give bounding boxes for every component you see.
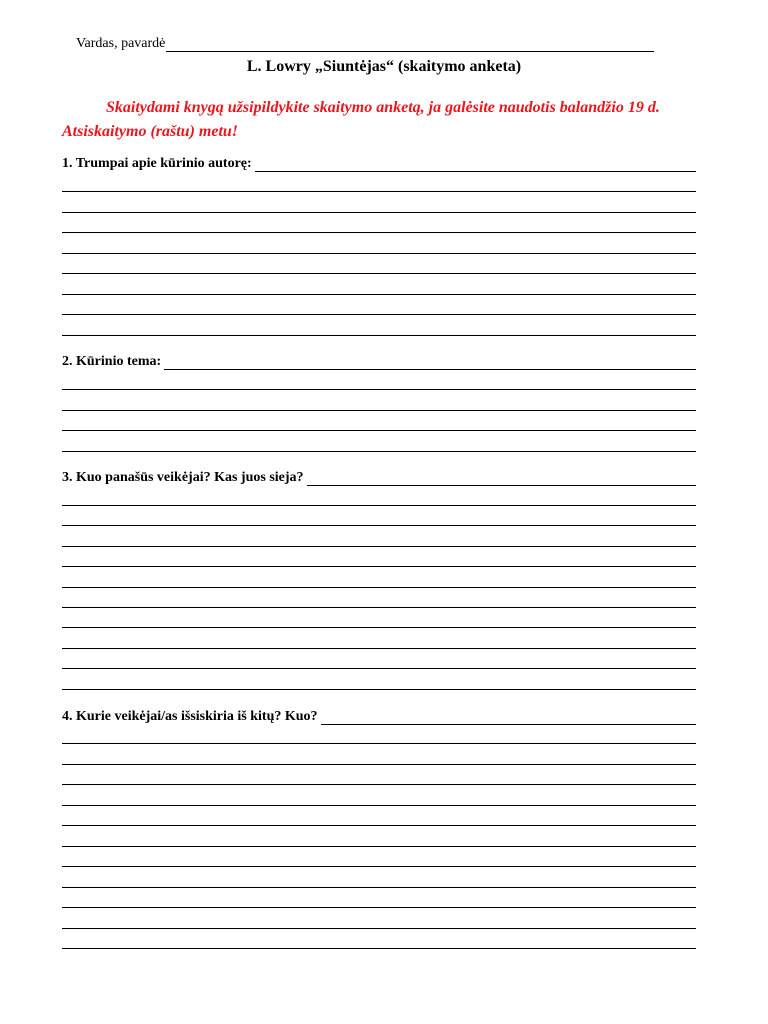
answer-line[interactable] [62,505,696,506]
answer-line[interactable] [62,825,696,826]
answer-line[interactable] [62,907,696,908]
answer-line[interactable] [62,314,696,315]
answer-line[interactable] [62,928,696,929]
question-3-label: 3. Kuo panašūs veikėjai? Kas juos sieja? [62,470,304,485]
answer-line[interactable] [62,451,696,452]
answer-line[interactable] [62,846,696,847]
answer-line[interactable] [62,607,696,608]
question-2 [62,354,696,370]
instruction-text: Skaitydami knygą užsipildykite skaitymo anketą, ja galėsite naudotis balandžio 19 d. Atsiskaitymo (raštu) metu! [62,99,660,140]
name-fill-line[interactable] [166,37,654,52]
answer-line[interactable] [62,764,696,765]
answer-line[interactable] [62,273,696,274]
answer-line[interactable] [62,866,696,867]
answer-line[interactable] [62,410,696,411]
answer-line[interactable] [62,668,696,669]
question-4-label: 4. Kurie veikėjai/as išsiskiria iš kitų? Kuo? [62,709,318,724]
answer-line[interactable] [62,335,696,336]
answer-line[interactable] [62,389,696,390]
answer-line[interactable] [62,784,696,785]
answer-line[interactable] [62,948,696,949]
question-1-label: 1. Trumpai apie kūrinio autorę: [62,156,252,171]
answer-line[interactable] [62,525,696,526]
answer-line[interactable] [62,212,696,213]
question-2-fill-line[interactable] [164,355,696,370]
answer-line[interactable] [62,689,696,690]
answer-line[interactable] [62,430,696,431]
answer-line[interactable] [62,743,696,744]
name-field-row [76,36,654,52]
question-2-label: 2. Kūrinio tema: [62,354,162,369]
question-1-fill-line[interactable] [255,157,696,172]
answer-line[interactable] [62,587,696,588]
name-label: Vardas, pavardė [76,36,166,51]
question-3-fill-line[interactable] [307,471,696,486]
question-3 [62,470,696,486]
answer-line[interactable] [62,887,696,888]
answer-line[interactable] [62,232,696,233]
question-1 [62,156,696,172]
answer-line[interactable] [62,648,696,649]
answer-line[interactable] [62,566,696,567]
answer-line[interactable] [62,191,696,192]
answer-line[interactable] [62,546,696,547]
answer-line[interactable] [62,627,696,628]
question-4-fill-line[interactable] [321,710,696,725]
answer-line[interactable] [62,805,696,806]
page-title: L. Lowry „Siuntėjas“ (skaitymo anketa) [246,58,522,75]
question-4 [62,709,696,725]
answer-line[interactable] [62,253,696,254]
answer-line[interactable] [62,294,696,295]
